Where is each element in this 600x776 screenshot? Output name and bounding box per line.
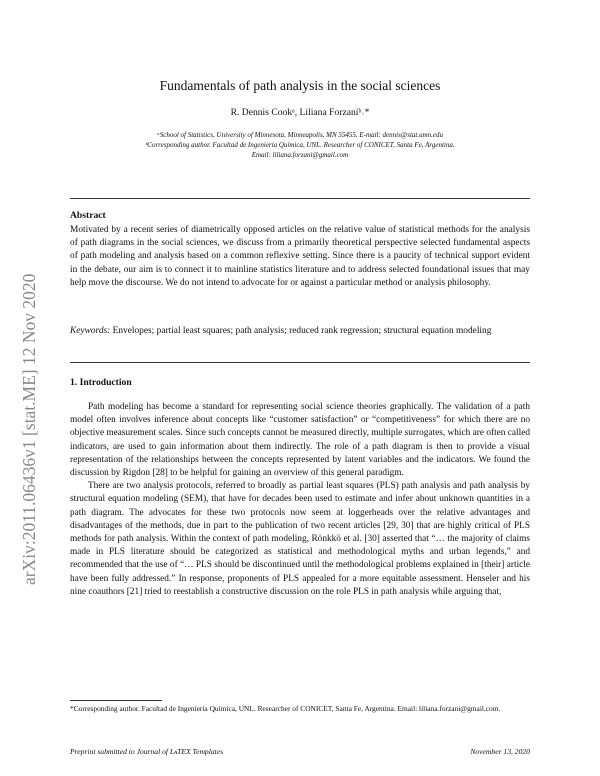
abstract-top-rule: [70, 198, 530, 199]
affiliation-b: ᵇCorresponding author. Facultad de Ingeniería Química, UNL. Researcher of CONICET, Santa Fe, Argentina.: [145, 141, 455, 150]
arxiv-identifier-stamp: [8, 200, 48, 590]
abstract-text: Motivated by a recent series of diametrically opposed articles on the relative value of statistical methods for the analysis of path diagrams in the social sciences, we discuss from a primarily theoretical perspective selected fundamental aspects of path modeling and analysis based on a common reflexive setting. Since there is a paucity of technical support evident in the debate, our aim is to connect it to mainline statistics literature and to address selected foundational issues that may help move the discourse. We do not intend to advocate for or against a particular method or analysis philosophy.: [70, 225, 530, 288]
introduction-body: [70, 401, 530, 599]
preprint-note: Preprint submitted to Journal of LᴀTEX Templates: [70, 747, 224, 756]
footnote: *Corresponding author. Facultad de Ingeniería Química, UNL. Researcher of CONICET, Santa Fe, Argentina. Email: liliana.forzani@gmail.com.: [70, 704, 501, 713]
author-list: R. Dennis Cookᵃ, Liliana Forzaniᵇ˒*: [230, 107, 370, 118]
keywords: [70, 325, 530, 338]
arxiv-id-text: arXiv:2011.06436v1 [stat.ME] 12 Nov 2020: [19, 273, 39, 585]
keywords-text: Envelopes; partial least squares; path analysis; reduced rank regression; structural equation modeling: [112, 326, 492, 336]
affiliations: [70, 130, 530, 161]
section-heading-introduction: 1. Introduction: [70, 377, 132, 388]
footnote-rule: [70, 700, 162, 701]
affiliation-email: Email: liliana.forzani@gmail.com: [251, 151, 349, 160]
paper-title: Fundamentals of path analysis in the social sciences: [159, 78, 441, 93]
submission-date: November 13, 2020: [470, 747, 530, 756]
paragraph: There are two analysis protocols, referred to broadly as partial least squares (PLS) path analysis and path analysis by structural equation modeling (SEM), that have for decades been used to estimate and infer about unknown quantities in a path diagram. The advocates for these two protocols now seem at loggerheads over the relative advantages and disadvantages of the methods, due in part to the publication of two recent articles [29, 30] that are highly critical of PLS methods for path analysis. Within the context of path modeling, Rönkkö et al. [30] asserted that “… the majority of claims made in PLS literature should be categorized as statistical and methodological myths and urban legends,” and recommended that the use of “… PLS should be discontinued until the methodological problems explained in [their] article have been fully addressed.” In response, proponents of PLS appealed for a more equitable assessment. Henseler and his nine coauthors [21] tried to reestablish a constructive discussion on the role PLS in path analysis while arguing that,: [70, 481, 530, 597]
affiliation-a: ᵃSchool of Statistics, University of Minnesota, Minneapolis, MN 55455. E-mail: dennis@stat.umn.edu: [156, 131, 444, 139]
abstract-heading: Abstract: [70, 210, 106, 221]
keywords-label: Keywords:: [70, 326, 111, 336]
paragraph: Path modeling has become a standard for representing social science theories graphically. The validation of a path model often involves inference about concepts like “customer satisfaction” or “competitiveness” for which there are no objective measurement scales. Since such concepts cannot be measured directly, multiple surrogates, which are often called indicators, are used to gain information about them indirectly. The role of a path diagram is then to provide a visual representation of the relationships between the concepts represented by latent variables and the indicators. We found the discussion by Rigdon [28] to be helpful for gaining an overview of this general paradigm.: [70, 402, 530, 479]
abstract-bottom-rule: [70, 362, 530, 363]
